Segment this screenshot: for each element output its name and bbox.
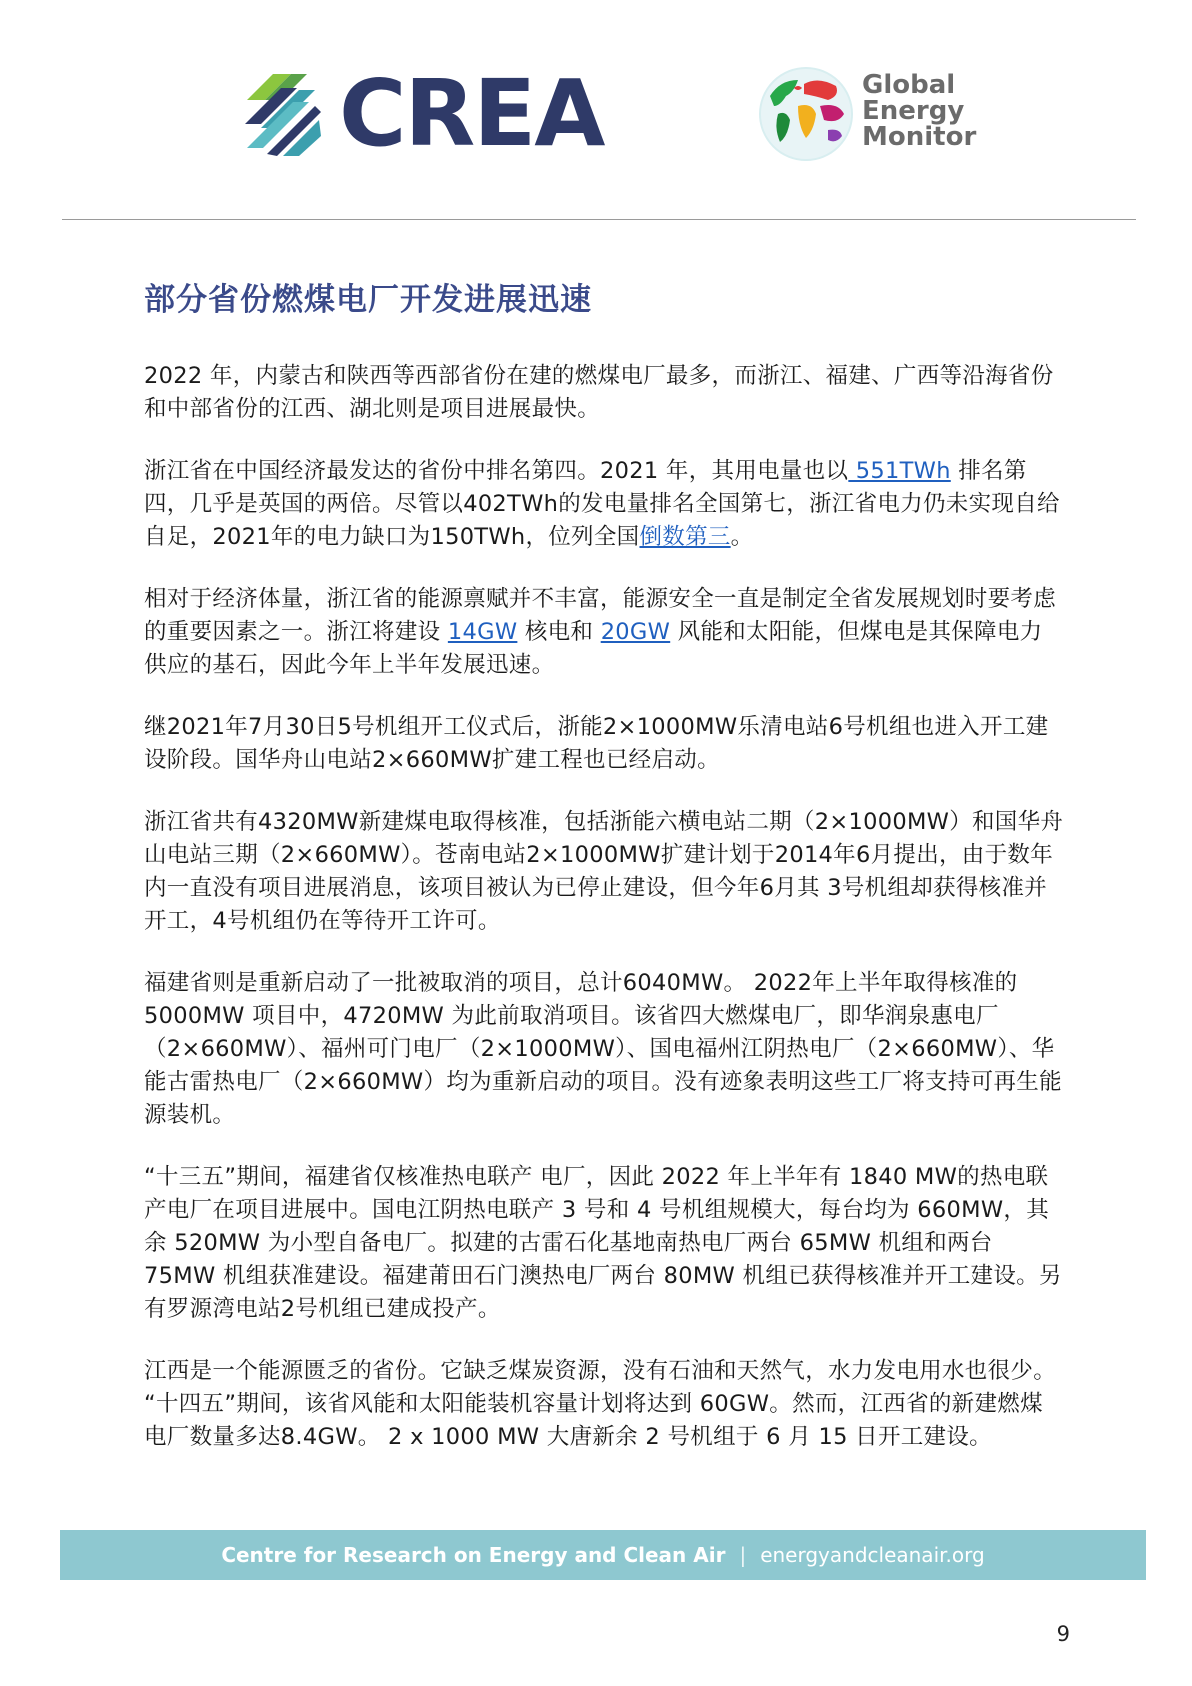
- paragraph-2-text-c: 。: [730, 524, 754, 550]
- gem-logo-line-3: Monitor: [862, 122, 977, 152]
- paragraph-2-text-a: 浙江省在中国经济最发达的省份中排名第四。2021 年，其用电量也以: [144, 458, 849, 484]
- footer-url[interactable]: energyandcleanair.org: [760, 1543, 985, 1567]
- crea-logo: [243, 60, 623, 167]
- link-20gw[interactable]: 20GW: [600, 619, 671, 645]
- page-header: [0, 0, 1192, 220]
- gem-logo-line-2: Energy: [862, 96, 965, 126]
- paragraph-4: 继2021年7月30日5号机组开工仪式后，浙能2×1000MW乐清电站6号机组也进入开工建设阶段。国华舟山电站2×660MW扩建工程也已经启动。: [144, 714, 1049, 773]
- paragraph-3: [144, 583, 1064, 682]
- paragraph-3-text-a: 相对于经济体量，浙江省的能源禀赋并不丰富，能源安全一直是制定全省发展规划时要考虑的重要因素之一。浙江将建设: [144, 586, 1057, 645]
- link-551twh[interactable]: 551TWh: [848, 458, 951, 484]
- page-number: 9: [1056, 1622, 1070, 1646]
- paragraph-2: [144, 455, 1064, 554]
- paragraph-8: 江西是一个能源匮乏的省份。它缺乏煤炭资源，没有石油和天然气，水力发电用水也很少。 “十四五”期间，该省风能和太阳能装机容量计划将达到 60GW。然而，江西省的新建燃煤电厂数量多达8.4GW。 2 x 1000 MW 大唐新余 2 号机组于 6 月 15 日开工建设。: [144, 1358, 1057, 1450]
- page-footer-banner: [60, 1530, 1146, 1580]
- section-title: 部分省份燃煤电厂开发进展迅速: [144, 282, 592, 318]
- link-third-from-bottom[interactable]: 倒数第三: [639, 524, 731, 550]
- gem-logo-text: [862, 72, 976, 150]
- paragraph-3-text-b: 核电和: [517, 619, 601, 645]
- header-divider: [62, 219, 1136, 220]
- link-14gw[interactable]: 14GW: [447, 619, 518, 645]
- crea-logo-mark-icon: [243, 70, 323, 158]
- footer-separator: |: [739, 1543, 747, 1567]
- gem-logo-line-1: Global: [862, 70, 956, 100]
- crea-logo-text: CREA: [339, 60, 604, 167]
- paragraph-3-text-c: 风能和太阳能，但煤电是其保障电力供应的基石，因此今年上半年发展迅速。: [144, 619, 1043, 678]
- globe-icon: [758, 66, 854, 162]
- paragraph-5: 浙江省共有4320MW新建煤电取得核准，包括浙能六横电站二期（2×1000MW）和国华舟山电站三期（2×660MW）。苍南电站2×1000MW扩建计划于2014年6月提出，由于数年内一直没有项目进展消息，该项目被认为已停止建设，但今年6月其 3号机组却获得核准并开工，4号机组仍在等待开工许可。: [144, 809, 1064, 934]
- paragraph-2-text-b: 排名第四，几乎是英国的两倍。尽管以402TWh的发电量排名全国第七，浙江省电力仍未实现自给自足，2021年的电力缺口为150TWh，位列全国: [144, 458, 1060, 550]
- footer-org-name: Centre for Research on Energy and Clean Air: [221, 1543, 726, 1567]
- gem-logo: [758, 66, 978, 166]
- paragraph-7: “十三五”期间，福建省仅核准热电联产 电厂，因此 2022 年上半年有 1840 MW的热电联产电厂在项目进展中。国电江阴热电联产 3 号和 4 号机组规模大，每台均为 660MW，其余 520MW 为小型自备电厂。拟建的古雷石化基地南热电厂两台 65MW 机组和两台 75MW 机组获准建设。福建莆田石门澳热电厂两台 80MW 机组已获得核准并开工建设。另有罗源湾电站2号机组已建成投产。: [144, 1164, 1062, 1322]
- paragraph-6: 福建省则是重新启动了一批被取消的项目，总计6040MW。 2022年上半年取得核准的5000MW 项目中，4720MW 为此前取消项目。该省四大燃煤电厂，即华润泉惠电厂（2×660MW）、福州可门电厂（2×1000MW）、国电福州江阴热电厂（2×660MW）、华能古雷热电厂（2×660MW）均为重新启动的项目。没有迹象表明这些工厂将支持可再生能源装机。: [144, 970, 1062, 1128]
- article-body: [144, 278, 1064, 1483]
- paragraph-1: 2022 年，内蒙古和陕西等西部省份在建的燃煤电厂最多，而浙江、福建、广西等沿海省份和中部省份的江西、湖北则是项目进展最快。: [144, 363, 1054, 422]
